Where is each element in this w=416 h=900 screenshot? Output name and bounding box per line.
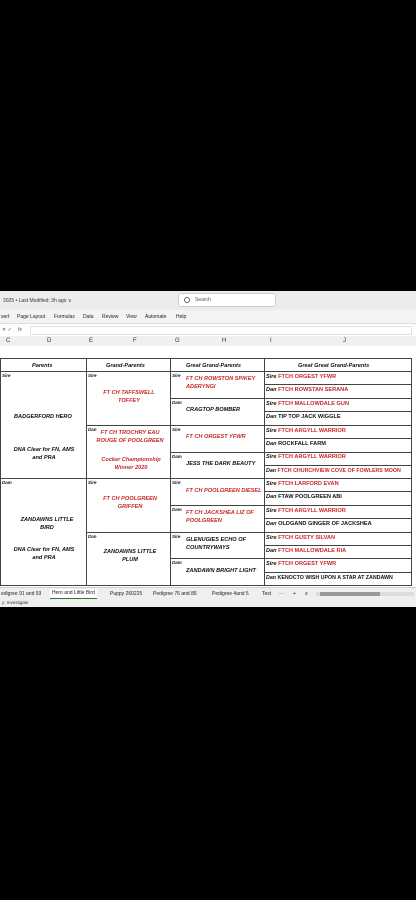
g4-name[interactable]: JESS THE DARK BEAUTY [186,461,256,467]
gp-sire-name[interactable]: FT CH TAFFSWELL TOFFEY [103,390,155,404]
formula-cancel-icon[interactable]: ✕ ✓ [2,327,12,333]
grid-line [264,384,412,385]
gg-entry[interactable]: Sire FTCH MALLOWDALE GUN [266,401,349,407]
gp-dam-name[interactable]: FT CH TROCHRY EAU ROUGE OF POOLGREEN [96,430,164,444]
gg-entry[interactable]: Dan TIP TOP JACK WIGGLE [266,414,341,420]
gg-entry[interactable]: Sire FTCH GUSTY SILVAN [266,535,336,541]
grid-line [86,358,87,586]
grid-line [0,585,412,586]
grid-line [170,558,412,559]
search-placeholder: Search [195,297,211,303]
col-header-e[interactable]: E [89,338,94,344]
ribbon-tab-automate[interactable]: Automate [145,314,167,320]
pedigree-sheet[interactable] [0,346,416,587]
g3-label: Sire [172,534,181,539]
search-box[interactable] [178,293,276,307]
g1-name[interactable]: FT CH ROWSTON SPIKEY ADERYNGI [186,376,256,390]
g2-name[interactable]: FT CH JACKSHEA LIZ OF POOLGREEN [186,510,254,524]
sheet-tab[interactable]: Puppy 260225 [110,591,143,597]
ribbon-tab-review[interactable]: Review [102,314,119,320]
grid-line [0,478,412,479]
sire-name[interactable]: BADGERFORD HERO [14,414,72,420]
gg-entry[interactable]: Sire FTCH ARGYLL WARRIOR [266,428,346,434]
gg-entry[interactable]: Dan FTAW POOLGREEN ABI [266,494,342,500]
dam-name[interactable]: ZANDAWNS LITTLE BIRD [20,517,74,531]
grid-line [264,545,412,546]
sire-dna-note: DNA Clear for FN, AMS and PRA [13,447,75,459]
grid-line [170,358,171,586]
col-header-h[interactable]: H [222,338,227,344]
title-bar [0,291,416,310]
dam-dna-note: DNA Clear for FN, AMS and PRA [13,547,75,559]
ribbon-tab-data[interactable]: Data [83,314,94,320]
gp-dam-label: Dan [88,534,97,539]
horizontal-scrollbar[interactable] [316,592,414,596]
grid-line [264,358,265,586]
gg-entry[interactable]: Dan OLDGAND GINGER OF JACKSHEA [266,521,372,527]
gg-entry[interactable]: Dan FTCH ROWSTAN SERANA [266,387,349,393]
gp-sire-name[interactable]: FT CH POOLGREEN GRIFFEN [103,496,157,510]
gg-entry[interactable]: Dan FTCH CHURCHVIEW COVE OF FOWLERS MOON [266,468,401,474]
col-header-f[interactable]: F [133,338,137,344]
sheet-tab[interactable]: Pedigree 76 and 86 [153,591,197,597]
g3-name[interactable]: FT CH ORGEST YFWR [186,434,246,440]
col-header-j[interactable]: J [343,338,346,344]
sheet-tab[interactable]: edigree 91 and 93 [1,591,42,597]
gg-entry[interactable]: Dan ROCKFALL FARM [266,441,326,447]
gp-dam-note: Cocker Championship Winner 2020 [101,457,161,471]
formula-bar [0,323,416,337]
grid-line [0,358,1,586]
dam-label: Dam [2,480,12,485]
g3-name[interactable]: GLENUGIES ECHO OF COUNTRYWAYS [186,537,246,551]
g4-label: Dam [172,454,182,459]
g1-label: Sire [172,480,181,485]
col-header-d[interactable]: D [47,338,52,344]
header-grand-parents: Grand-Parents [106,363,145,369]
gg-entry[interactable]: Sire FTCH ORGEST YFWR [266,561,337,567]
g1-name[interactable]: FT CH POOLGREEN DIESEL [186,488,262,494]
g2-label: Dam [172,507,182,512]
grid-line [170,452,412,453]
g3-label: Sire [172,427,181,432]
ribbon-tabs [0,310,416,323]
header-great-grand-parents: Great Grand-Parents [186,363,242,369]
search-icon [184,297,190,303]
ribbon-tab-view[interactable]: View [126,314,137,320]
grid-line [0,358,412,359]
col-header-g[interactable]: G [175,338,180,344]
grid-line [0,371,412,372]
status-bar [0,599,416,607]
gp-sire-label: Sire [88,480,97,485]
grid-line [86,532,412,533]
gp-sire-label: Sire [88,373,97,378]
g2-label: Dam [172,400,182,405]
header-great-great-grand-parents: Great Great Grand-Parents [298,363,370,369]
grid-line [264,491,412,492]
sheet-tab-active[interactable]: Hero and Little Bird [50,589,97,599]
g1-label: Sire [172,373,181,378]
gg-entry[interactable]: Dan FTCH MALLOWDALE RIA [266,548,347,554]
gp-dam-name[interactable]: ZANDAWNS LITTLE PLUM [103,549,157,563]
grid-line [170,398,412,399]
grid-line [411,358,412,586]
gg-entry[interactable]: Sire FTCH ARGYLL WARRIOR [266,508,346,514]
g4-name[interactable]: ZANDAWN BRIGHT LIGHT [186,568,256,574]
all-sheets-icon[interactable]: ≡ [305,591,308,597]
sire-label: Sire [2,373,11,378]
ribbon-tab-page-layout[interactable]: Page Layout [17,314,46,320]
grid-line [170,505,412,506]
ribbon-tab-formulas[interactable]: Formulas [54,314,75,320]
header-parents: Parents [32,363,53,369]
gp-dam-label: Dan [88,427,97,432]
g4-label: Dam [172,560,182,565]
grid-line [264,518,412,519]
grid-line [264,411,412,412]
sheet-tab[interactable]: Test [262,591,272,597]
grid-line [264,438,412,439]
grid-line [264,572,412,573]
sheet-tab[interactable]: Pedigree 4and 5 [212,591,249,597]
add-sheet-icon[interactable]: + [293,591,296,597]
grid-line [264,465,412,466]
gg-entry[interactable]: Sire FTCH ORGEST YFWR [266,374,337,380]
more-tabs-icon[interactable]: ··· [279,591,284,597]
gg-entry[interactable]: Sire FTCH LARFORD EVAN [266,481,339,487]
col-header-i[interactable]: I [270,338,272,344]
scrollbar-thumb[interactable] [320,592,380,596]
col-header-c[interactable]: C [6,338,11,344]
ribbon-tab-help[interactable]: Help [176,314,187,320]
gg-entry[interactable]: Sire FTCH ARGYLL WARRIOR [266,454,346,460]
g2-name[interactable]: CRAGTOP BOMBER [186,407,241,413]
gg-entry[interactable]: Dan KENOCTO WISH UPON A STAR AT ZANDAWN [266,575,393,581]
workbook-title: 2025 • Last Modified: 3h ago ∨ [3,298,72,304]
status-text: y: Investigate [2,600,29,605]
formula-input[interactable] [30,326,412,335]
grid-line [86,425,412,426]
fx-icon[interactable]: fx [18,327,22,333]
ribbon-tab-insert[interactable]: sert [1,314,10,320]
